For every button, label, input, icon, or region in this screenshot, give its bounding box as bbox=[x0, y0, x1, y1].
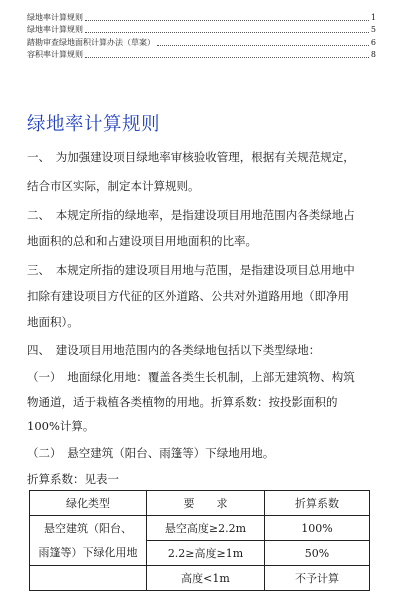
table-row bbox=[30, 566, 370, 591]
toc-entry-title: 绿地率计算规则 bbox=[27, 25, 83, 34]
table-of-contents bbox=[27, 10, 376, 60]
paragraph-line: 100%计算。 bbox=[27, 419, 95, 433]
table-header-cell: 绿化类型 bbox=[30, 491, 147, 516]
paragraph-line: 四、 建设项目用地范围内的各类绿地包括以下类型绿地： bbox=[27, 343, 321, 357]
table-requirement-cell: 悬空高度≥2.2m bbox=[147, 516, 265, 541]
toc-entry-title: 绿地率计算规则 bbox=[27, 12, 83, 22]
document-title: 绿地率计算规则 bbox=[27, 114, 161, 135]
paragraph-line: 结合市区实际，制定本计算规则。 bbox=[27, 179, 200, 193]
toc-entry-page: 8 bbox=[370, 50, 376, 59]
toc-entry-page: 1 bbox=[370, 12, 376, 22]
paragraph-line: 折算系数：见表一 bbox=[27, 472, 119, 486]
table-header-cell: 折算系数 bbox=[265, 491, 370, 516]
toc-entry[interactable] bbox=[27, 10, 376, 23]
toc-entry-title: 踏勘审查绿地面积计算办法（草案） bbox=[27, 37, 155, 47]
toc-entry-page: 6 bbox=[370, 37, 376, 47]
toc-leader-dots bbox=[85, 56, 369, 58]
toc-entry-page: 5 bbox=[370, 25, 376, 34]
table-empty-cell bbox=[30, 566, 147, 591]
table-header-cell: 要 求 bbox=[147, 491, 265, 516]
paragraph-line: 二、 本规定所指的绿地率，是指建设项目用地范围内各类绿地占 bbox=[27, 208, 355, 222]
toc-entry[interactable] bbox=[27, 48, 376, 61]
toc-leader-dots bbox=[85, 31, 369, 33]
table-coefficient-cell: 不予计算 bbox=[265, 566, 370, 591]
category-line: 雨篷等）下绿化用地 bbox=[38, 545, 138, 559]
paragraph-line: 三、 本规定所指的建设项目用地与范围，是指建设项目总用地中 bbox=[27, 263, 355, 277]
category-line: 悬空建筑（阳台、 bbox=[44, 521, 132, 535]
paragraph-line: （二） 悬空建筑（阳台、雨篷等）下绿地用地。 bbox=[27, 446, 275, 460]
table-coefficient-cell: 50% bbox=[265, 541, 370, 566]
toc-leader-dots bbox=[85, 19, 369, 21]
table-row bbox=[30, 516, 370, 541]
table-requirement-cell: 2.2≥高度≥1m bbox=[147, 541, 265, 566]
paragraph-line: 地面积的总和和占建设项目用地面积的比率。 bbox=[27, 234, 257, 248]
table-coefficient-cell: 100% bbox=[265, 516, 370, 541]
toc-leader-dots bbox=[157, 44, 369, 46]
paragraph-line: 地面积）。 bbox=[27, 315, 79, 329]
toc-entry-title: 容积率计算规则 bbox=[27, 50, 83, 59]
paragraph-line: 一、 为加强建设项目绿地率审核验收管理，根据有关规范规定， bbox=[27, 150, 355, 164]
toc-entry[interactable] bbox=[27, 35, 376, 48]
toc-entry[interactable] bbox=[27, 23, 376, 36]
table-requirement-cell: 高度<1m bbox=[147, 566, 265, 591]
conversion-coefficient-table bbox=[29, 490, 370, 591]
table-category-cell bbox=[30, 516, 147, 566]
paragraph-line: 扣除有建设项目方代征的区外道路、公共对外道路用地（即净用 bbox=[27, 289, 349, 303]
paragraph-line: （一） 地面绿化用地：覆盖各类生长机制，上部无建筑物、构筑 bbox=[27, 370, 355, 384]
table-header-row bbox=[30, 491, 370, 516]
paragraph-line: 物通道，适于栽植各类植物的用地。折算系数：按投影面积的 bbox=[27, 395, 338, 409]
